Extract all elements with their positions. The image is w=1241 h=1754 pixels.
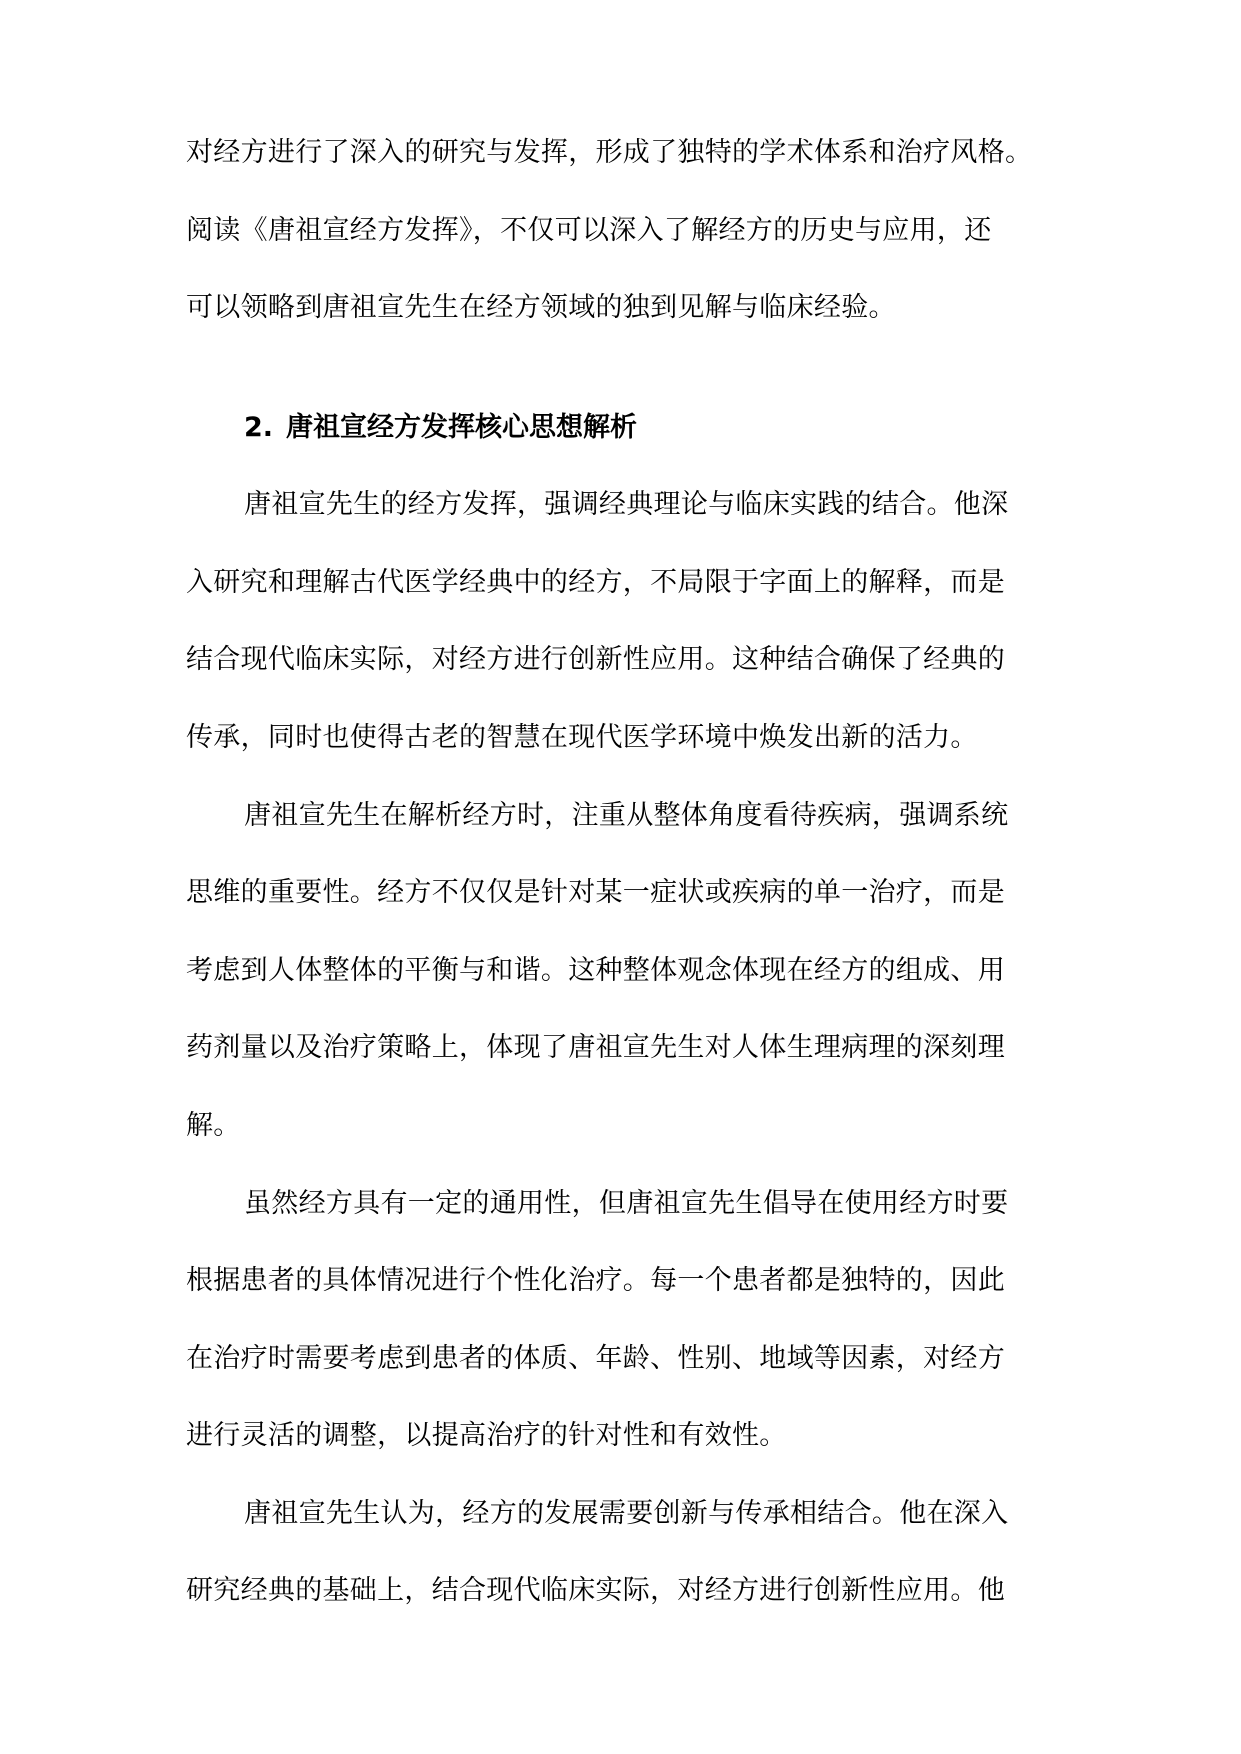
paragraph-3-line-4: 进行灵活的调整，以提高治疗的针对性和有效性。	[186, 1420, 787, 1451]
paragraph-2-line-4: 药剂量以及治疗策略上，体现了唐祖宣先生对人体生理病理的深刻理	[186, 1032, 1005, 1063]
section-number: 2.	[244, 412, 274, 443]
paragraph-3-line-1: 虽然经方具有一定的通用性，但唐祖宣先生倡导在使用经方时要	[244, 1188, 1009, 1219]
paragraph-2-line-2: 思维的重要性。经方不仅仅是针对某一症状或疾病的单一治疗，而是	[186, 877, 1005, 908]
intro-line-3: 可以领略到唐祖宣先生在经方领域的独到见解与临床经验。	[186, 292, 896, 323]
paragraph-3-line-2: 根据患者的具体情况进行个性化治疗。每一个患者都是独特的，因此	[186, 1265, 1005, 1296]
section-title: 唐祖宣经方发挥核心思想解析	[286, 412, 637, 443]
paragraph-1-line-4: 传承，同时也使得古老的智慧在现代医学环境中焕发出新的活力。	[186, 722, 978, 753]
paragraph-2-line-3: 考虑到人体整体的平衡与和谐。这种整体观念体现在经方的组成、用	[186, 955, 1005, 986]
intro-line-2: 阅读《唐祖宣经方发挥》，不仅可以深入了解经方的历史与应用，还	[186, 215, 992, 246]
paragraph-4-line-1: 唐祖宣先生认为，经方的发展需要创新与传承相结合。他在深入	[244, 1498, 1009, 1529]
paragraph-2-line-1: 唐祖宣先生在解析经方时，注重从整体角度看待疾病，强调系统	[244, 800, 1009, 831]
paragraph-4-line-2: 研究经典的基础上，结合现代临床实际，对经方进行创新性应用。他	[186, 1575, 1005, 1606]
paragraph-1-line-3: 结合现代临床实际，对经方进行创新性应用。这种结合确保了经典的	[186, 644, 1005, 675]
intro-line-1: 对经方进行了深入的研究与发挥，形成了独特的学术体系和治疗风格。	[186, 137, 1033, 168]
paragraph-2-line-5: 解。	[186, 1110, 241, 1141]
paragraph-1-line-2: 入研究和理解古代医学经典中的经方，不局限于字面上的解释，而是	[186, 567, 1005, 598]
section-heading	[244, 408, 637, 448]
paragraph-3-line-3: 在治疗时需要考虑到患者的体质、年龄、性别、地域等因素，对经方	[186, 1343, 1005, 1374]
paragraph-1-line-1: 唐祖宣先生的经方发挥，强调经典理论与临床实践的结合。他深	[244, 489, 1009, 520]
